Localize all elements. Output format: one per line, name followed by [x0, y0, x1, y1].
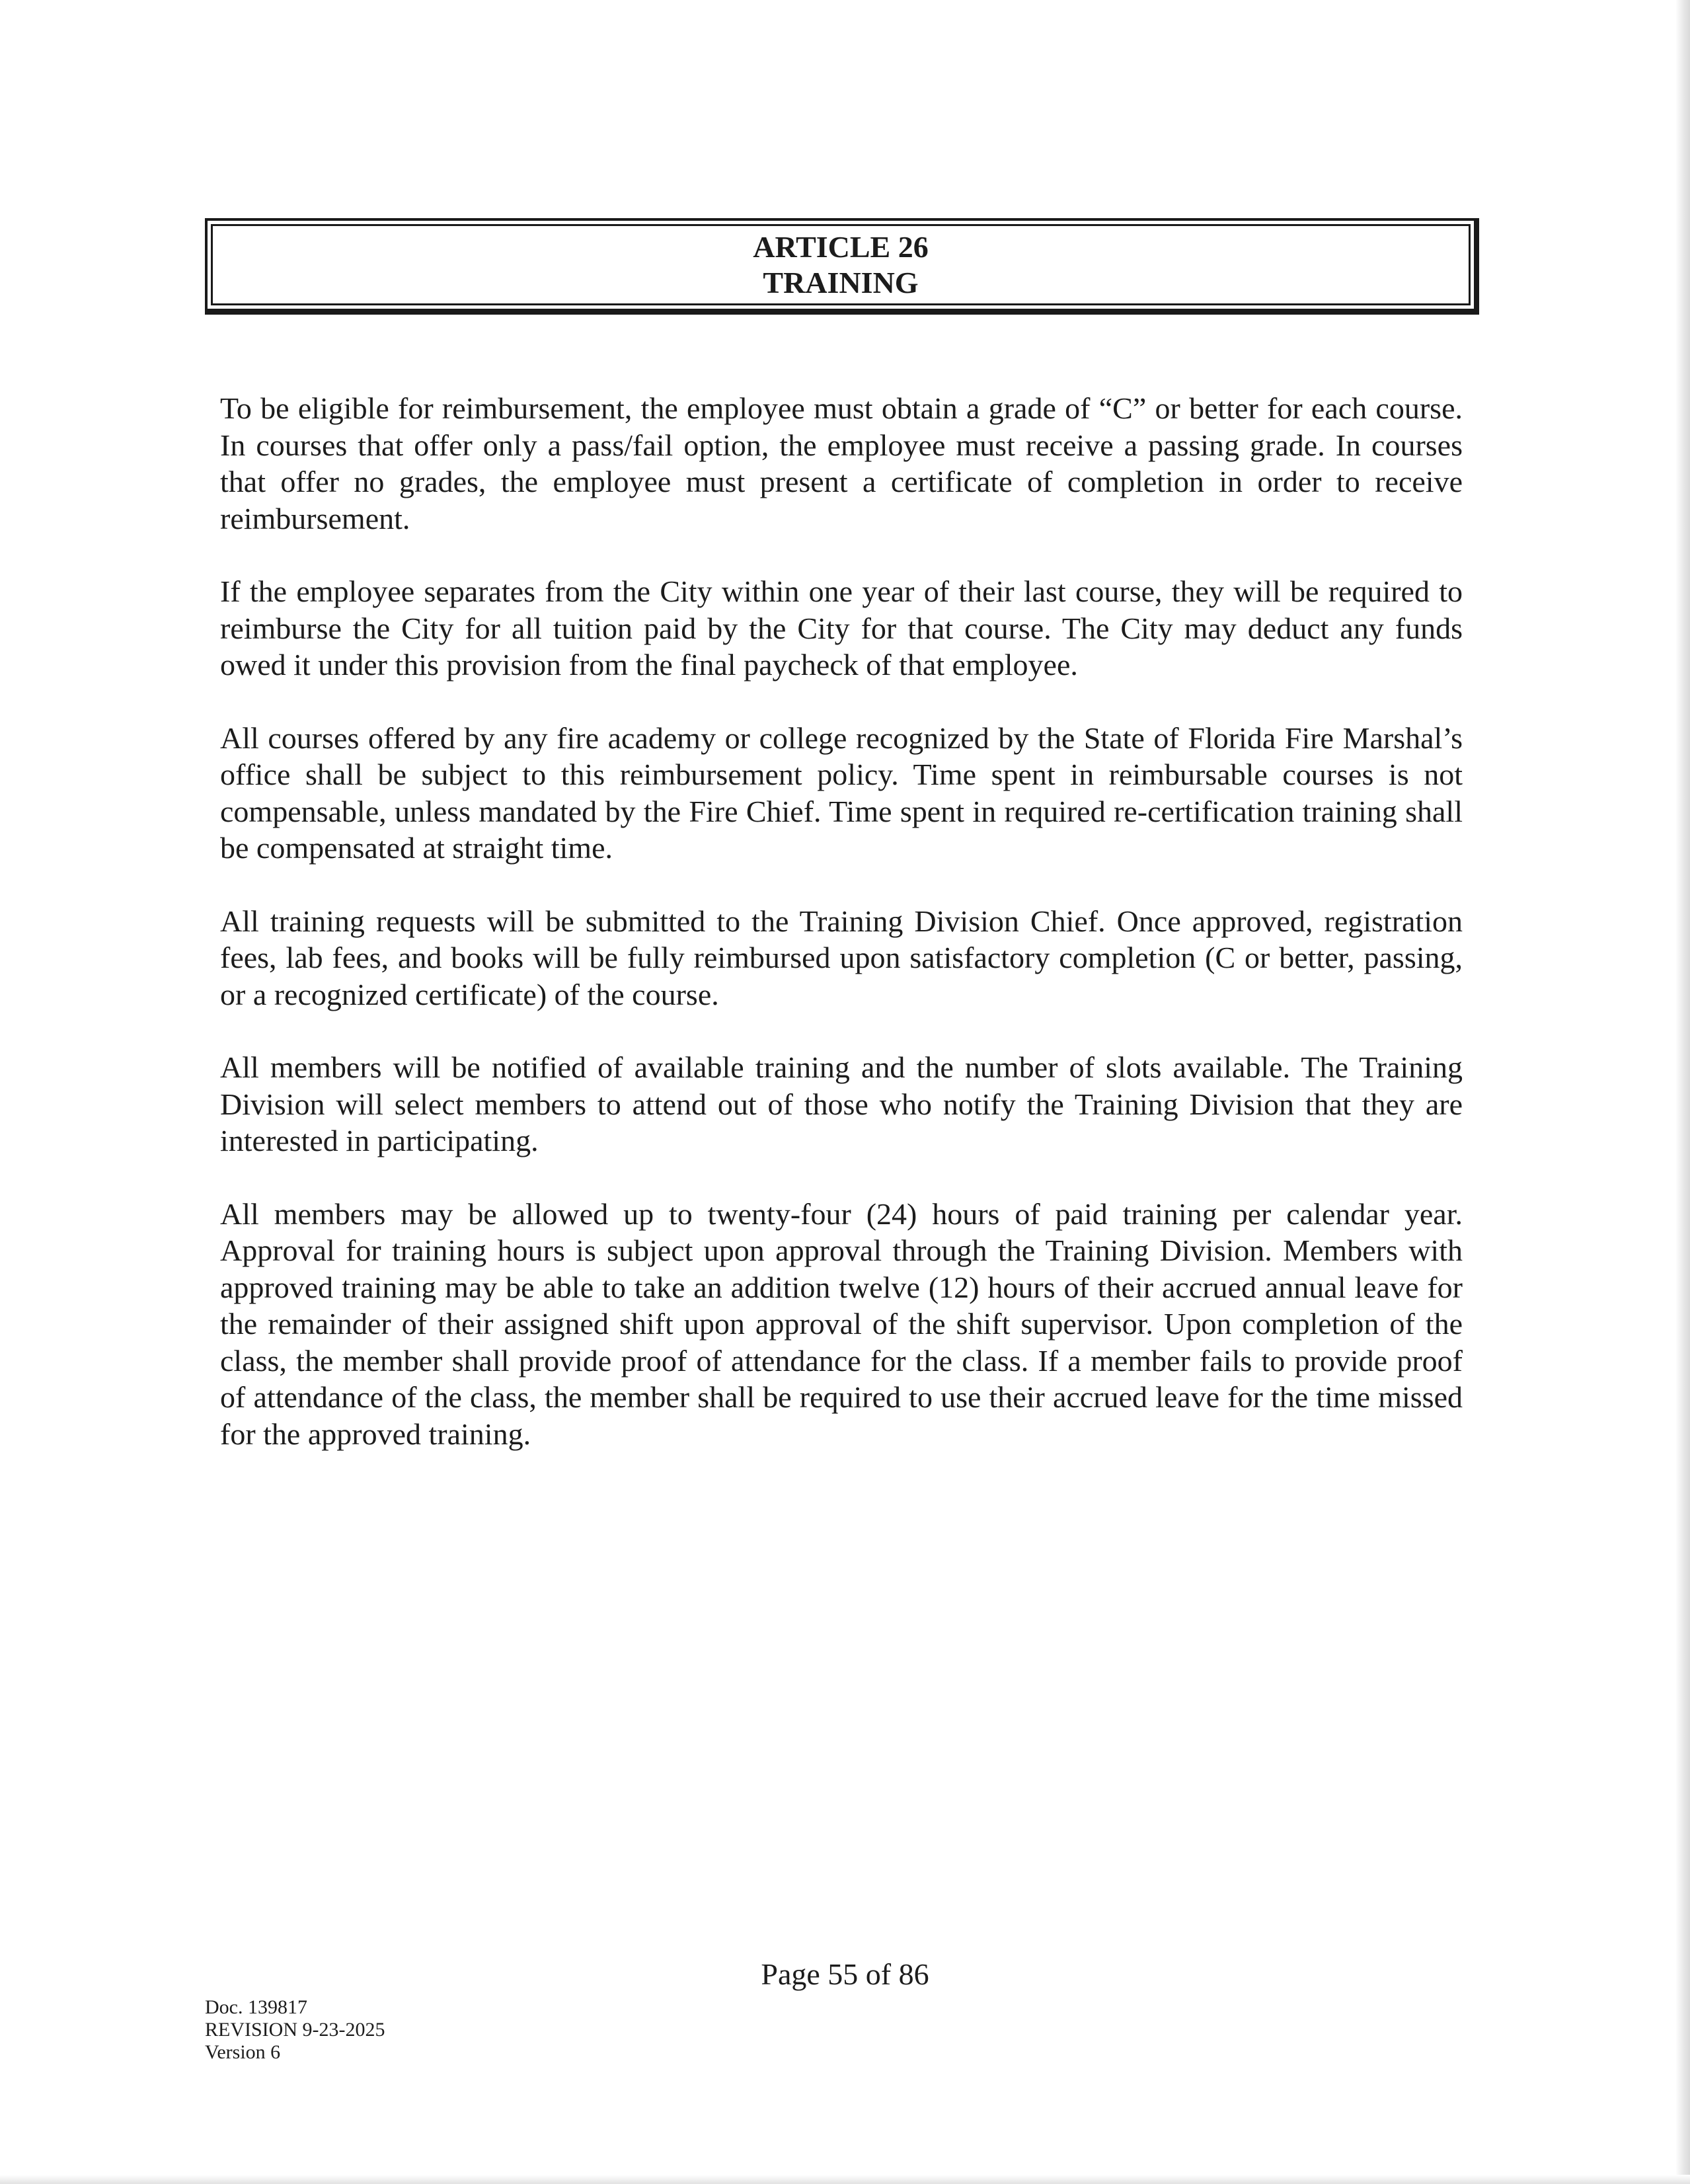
- paragraph-grade-requirement: To be eligible for reimbursement, the employee must obtain a grade of “C” or better for each course. In courses that offer only a pass/fail option, the employee must receive a passing grade. In courses that offer no grades, the employee must present a certificate of completion in order to receive reimbursement.: [220, 391, 1463, 535]
- footer-version: Version 6: [205, 2041, 281, 2063]
- article-title: TRAINING: [763, 265, 919, 299]
- article-title-box-inner: [211, 224, 1471, 305]
- footer-revision: REVISION 9-23-2025: [205, 2019, 385, 2041]
- paragraph-paid-training-hours: All members may be allowed up to twenty-four (24) hours of paid training per calendar year. Approval for training hours is subject upon approval through the Training Division. Members with approved training may be able to take an addition twelve (12) hours of their accrued annual leave for the remainder of their assigned shift upon approval of the shift supervisor. Upon completion of the class, the member shall provide proof of attendance for the class. If a member fails to provide proof of attendance of the class, the member shall be required to use their accrued leave for the time missed for the approved training.: [220, 1196, 1463, 1451]
- scan-edge-bottom: [0, 2175, 1690, 2184]
- scan-edge-right: [1675, 0, 1690, 2184]
- document-footer: [205, 1996, 385, 2064]
- page-number: Page 55 of 86: [761, 1957, 929, 1991]
- footer-doc-number: Doc. 139817: [205, 1996, 307, 2018]
- paragraph-training-notification: All members will be notified of available training and the number of slots available. The Training Division will select members to attend out of those who notify the Training Division that they are interested in participating.: [220, 1050, 1463, 1157]
- paragraph-eligible-courses: All courses offered by any fire academy or college recognized by the State of Florida Fire Marshal’s office shall be subject to this reimbursement policy. Time spent in reimbursable courses is not compensable, unless mandated by the Fire Chief. Time spent in required re-certification training shall be compensated at straight time.: [220, 721, 1463, 865]
- article-title-box: [205, 218, 1479, 315]
- article-number: ARTICLE 26: [753, 229, 929, 264]
- article-body: [220, 390, 1463, 1489]
- paragraph-training-requests: All training requests will be submitted to the Training Division Chief. Once approved, registration fees, lab fees, and books will be fully reimbursed upon satisfactory completion (C or better, passing, or a recognized certificate) of the course.: [220, 904, 1463, 1011]
- paragraph-separation-repayment: If the employee separates from the City within one year of their last course, they will be required to reimburse the City for all tuition paid by the City for that course. The City may deduct any funds owed it under this provision from the final paycheck of that employee.: [220, 574, 1463, 682]
